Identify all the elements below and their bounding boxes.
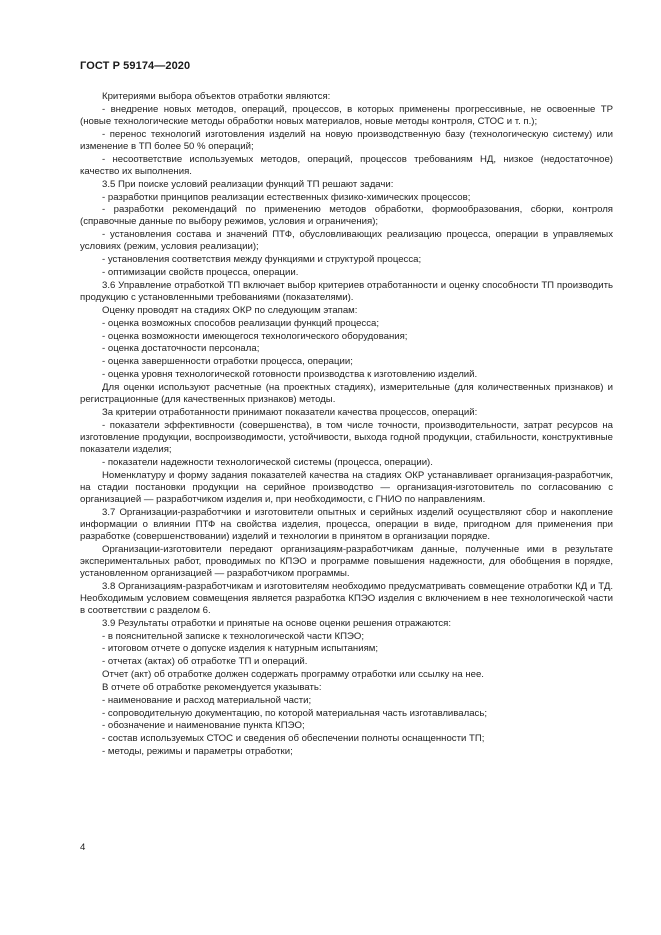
paragraph: В отчете об отработке рекомендуется указывать:: [102, 681, 322, 693]
section-3-9: 3.9 Результаты отработки и принятые на основе оценки решения отражаются:: [102, 617, 452, 629]
list-item: - разработки принципов реализации естественных физико-химических процессов;: [102, 191, 471, 203]
list-item: - в пояснительной записке к технологической части КПЭО;: [102, 630, 364, 642]
list-item: - отчетах (актах) об отработке ТП и операций.: [102, 656, 308, 668]
list-item: - установления состава и значений ПТФ, обусловливающих реализацию процесса, операции в управляемых условиях (режим, условия реализации);: [80, 229, 613, 253]
list-item: - наименование и расход материальной части;: [102, 694, 312, 706]
paragraph: Критериями выбора объектов отработки являются:: [102, 91, 331, 102]
list-item: - разработки рекомендаций по применению методов обработки, формообразования, сборки, контроля (справочные данные по выбору режимов, условия и ограничения);: [80, 204, 613, 228]
list-item: - внедрение новых методов, операций, процессов, в которых применены прогрессивные, не освоенные ТР (новые технологические методы обработки новых материалов, новые методы контроля, СТОС и т. п.);: [80, 103, 613, 127]
list-item: - перенос технологий изготовления изделий на новую производственную базу (технологическую систему) или изменение в ТП более 50 % операций;: [80, 128, 613, 152]
list-item: - оценка завершенности отработки процесса, операции;: [102, 356, 353, 368]
paragraph: Для оценки используют расчетные (на проектных стадиях), измерительные (для количественных признаков) и регистрационные (для качественных признаков) методы.: [80, 381, 613, 405]
document-body: [80, 91, 613, 759]
list-item: - несоответствие используемых методов, операций, процессов требованиям НД, низкое (недостаточное) качество их выполнения.: [80, 153, 613, 177]
list-item: - оценка возможности имеющегося технологического оборудования;: [102, 330, 408, 342]
section-3-5: 3.5 При поиске условий реализации функций ТП решают задачи:: [102, 178, 394, 190]
list-item: - итоговом отчете о допуске изделия к натурным испытаниям;: [102, 643, 379, 655]
paragraph: Оценку проводят на стадиях ОКР по следующим этапам:: [102, 304, 358, 316]
list-item: - оценка достаточности персонала;: [102, 343, 260, 355]
list-item: - показатели надежности технологической системы (процесса, операции).: [102, 456, 433, 468]
list-item: - обозначение и наименование пункта КПЭО;: [102, 720, 305, 732]
section-3-8: 3.8 Организациям-разработчикам и изготовителям необходимо предусматривать совмещение отработки КД и ТД. Необходимым условием совмещения является разработка КПЭО изделия с включением в нее технологической части в соответствии с разделом 6.: [80, 580, 613, 616]
paragraph: Отчет (акт) об отработке должен содержать программу отработки или ссылку на нее.: [102, 669, 484, 681]
page-number: 4: [80, 842, 86, 853]
list-item: - показатели эффективности (совершенства), в том числе точности, производительности, затрат ресурсов на изготовление продукции, воспроизводимости, устойчивости, выхода годной продукции, стабильности, конструктивные показатели изделия;: [80, 419, 613, 455]
paragraph: Организации-изготовители передают организациям-разработчикам данные, полученные ими в результате экспериментальных работ, проводимых по КПЭО и программе повышения надежности, для обобщения в порядке, установленном организацией — разработчиком программы.: [80, 543, 613, 579]
list-item: - установления соответствия между функциями и структурой процесса;: [102, 254, 422, 266]
document-header: ГОСТ Р 59174—2020: [80, 60, 191, 72]
list-item: - оптимизации свойств процесса, операции.: [102, 267, 299, 279]
list-item: - методы, режимы и параметры отработки;: [102, 746, 293, 758]
paragraph: За критерии отработанности принимают показатели качества процессов, операций:: [102, 406, 478, 418]
section-3-7: 3.7 Организации-разработчики и изготовители опытных и серийных изделий осуществляют сбор и накопление информации о влиянии ПТФ на свойства изделия, процесса, операции в виде, пригодном для применения при разработке (совершенствовании) изделий и технологии в принятом в организации порядке.: [80, 506, 613, 542]
list-item: - оценка возможных способов реализации функций процесса;: [102, 317, 380, 329]
list-item: - сопроводительную документацию, по которой материальная часть изготавливалась;: [102, 707, 487, 719]
list-item: - состав используемых СТОС и сведения об обеспечении полноты оснащенности ТП;: [102, 733, 485, 745]
section-3-6: 3.6 Управление отработкой ТП включает выбор критериев отработанности и оценку способности ТП производить продукцию с установленными требованиями (показателями).: [80, 279, 613, 303]
paragraph: Номенклатуру и форму задания показателей качества на стадиях ОКР устанавливает организация-разработчик, на стадии постановки продукции на серийное производство — организация-изготовитель по согласованию с организацией — разработчиком изделия и, при необходимости, с ГНИО по направлениям.: [80, 469, 613, 505]
list-item: - оценка уровня технологической готовности производства к изготовлению изделий.: [102, 369, 478, 381]
